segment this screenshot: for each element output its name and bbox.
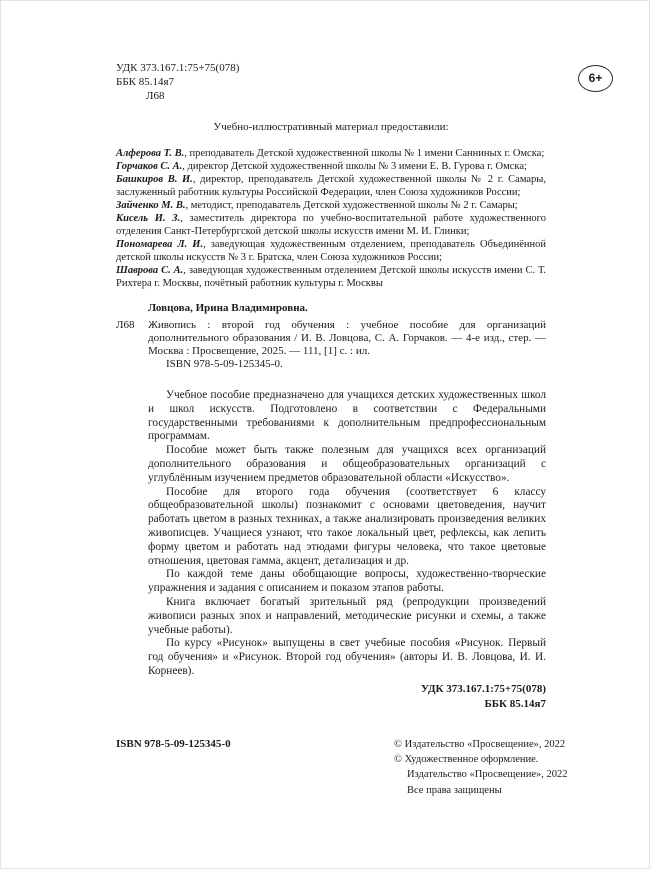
author-heading: Ловцова, Ирина Владимировна. [148, 302, 308, 314]
contributor-name: Пономарева Л. И. [116, 239, 204, 250]
contributor-entry [116, 173, 546, 199]
annotation-paragraph: Книга включает богатый зрительный ряд (репродукции произведений живописи разных эпох и направлений, методические рисунки и схемы, а также учебные работы). [148, 595, 546, 636]
contributor-entry [116, 212, 546, 238]
contributor-role: , заведующая художественным отделением Детской школы искусств имени С. Т. Рихтера г. Москвы, почётный работник культуры г. Москвы [116, 265, 547, 289]
contributor-name: Алферова Т. В. [116, 148, 185, 159]
catalog-entry [148, 319, 546, 371]
author-sign-code: Л68 [146, 90, 165, 102]
isbn-line: ISBN 978-5-09-125345-0. [166, 358, 283, 370]
age-rating-badge [578, 65, 613, 92]
annotation-paragraph: По каждой теме даны обобщающие вопросы, художественно-творческие упражнения и задания с описанием и показом этапов работы. [148, 568, 546, 595]
annotation-block [148, 389, 546, 679]
contributor-entry [116, 264, 546, 290]
age-rating-label: 6+ [588, 71, 603, 85]
contributor-name: Кисель И. З. [116, 213, 181, 224]
copyright-line: Издательство «Просвещение», 2022 [407, 769, 568, 781]
contributor-name: Башкиров В. И. [116, 174, 193, 185]
contributor-role: , заместитель директора по учебно-воспитательной работе художественного отделения Санкт-Петербургской детской школы искусств имени М. И. Глинки; [116, 213, 546, 237]
copyright-line: © Издательство «Просвещение», 2022 [394, 739, 566, 750]
copyright-line: Все права защищены [407, 784, 502, 796]
contributor-role: , директор Детской художественной школы № 3 имени Е. В. Гурова г. Омска; [182, 161, 527, 172]
annotation-paragraph: Пособие для второго года обучения (соответствует 6 классу общеобразовательной школы) познакомит с основами цветоведения, научит работать цветом в разных техниках, а также анализировать произведения великих живописцев. Учащиеся узнают, что такое локальный цвет, рефлексы, как лепить форму цветом и работать над этюдами фигуры человека, что такое цветовые отношения, цветовая гамма, акцент, детализация и др. [148, 485, 546, 567]
classification-codes-bottom [116, 682, 546, 711]
annotation-paragraph: По курсу «Рисунок» выпущены в свет учебные пособия «Рисунок. Первый год обучения» и «Рисунок. Второй год обучения» (авторы И. В. Ловцова, И. И. Корнеев). [148, 637, 546, 677]
bbk-code-bottom: ББК 85.14я7 [484, 697, 546, 710]
contributor-entry [116, 160, 546, 173]
contributors-heading: Учебно-иллюстративный материал предоставили: [213, 121, 449, 133]
contributor-role: , методист, преподаватель Детской художественной школы № 2 г. Самары; [185, 200, 518, 211]
contributors-list [116, 147, 546, 290]
catalog-code: Л68 [116, 319, 135, 331]
contributor-name: Горчаков С. А. [116, 161, 183, 172]
annotation-paragraph: Учебное пособие предназначено для учащихся детских художественных школ и школ искусств. Подготовлено в соответствии с Федеральными государственными требованиями к дополнительным предпрофессиональным программам. [148, 389, 546, 443]
bbk-code: ББК 85.14я7 [116, 76, 175, 88]
contributor-entry [116, 147, 546, 160]
contributor-role: , заведующая художественным отделением, преподаватель Объединённой детской школы искусств № 3 г. Братска, член Союза художников России; [116, 239, 546, 263]
udk-code: УДК 373.167.1:75+75(078) [116, 62, 240, 74]
contributor-entry [116, 199, 546, 212]
copyright-line: © Художественное оформление. [394, 754, 539, 766]
contributor-name: Зайченко М. В. [116, 200, 186, 211]
copyright-block [394, 737, 568, 798]
udk-code-bottom: УДК 373.167.1:75+75(078) [420, 683, 546, 695]
contributor-role: , преподаватель Детской художественной школы № 1 имени Санниных г. Омска; [184, 148, 545, 159]
bibliographic-description: Живопись : второй год обучения : учебное пособие для организаций дополнительного образования / И. В. Ловцова, С. А. Горчаков. — 4-е изд., стер. — Москва : Просвещение, 2025. — 111, [1] с. : ил. [148, 319, 546, 357]
contributor-role: , директор, преподаватель Детской художественной школы № 2 г. Самары, заслуженный работник культуры Российской Федерации, член Союза художников России; [116, 174, 546, 198]
isbn-bottom: ISBN 978-5-09-125345-0 [116, 738, 231, 750]
contributor-entry [116, 238, 546, 264]
classification-codes-top [116, 61, 239, 103]
annotation-paragraph: Пособие может быть также полезным для учащихся всех организаций дополнительного образования и общеобразовательных организаций с углублённым изучением предметов образовательной области «Искусство». [148, 444, 546, 484]
contributor-name: Шаврова С. А. [116, 265, 184, 276]
